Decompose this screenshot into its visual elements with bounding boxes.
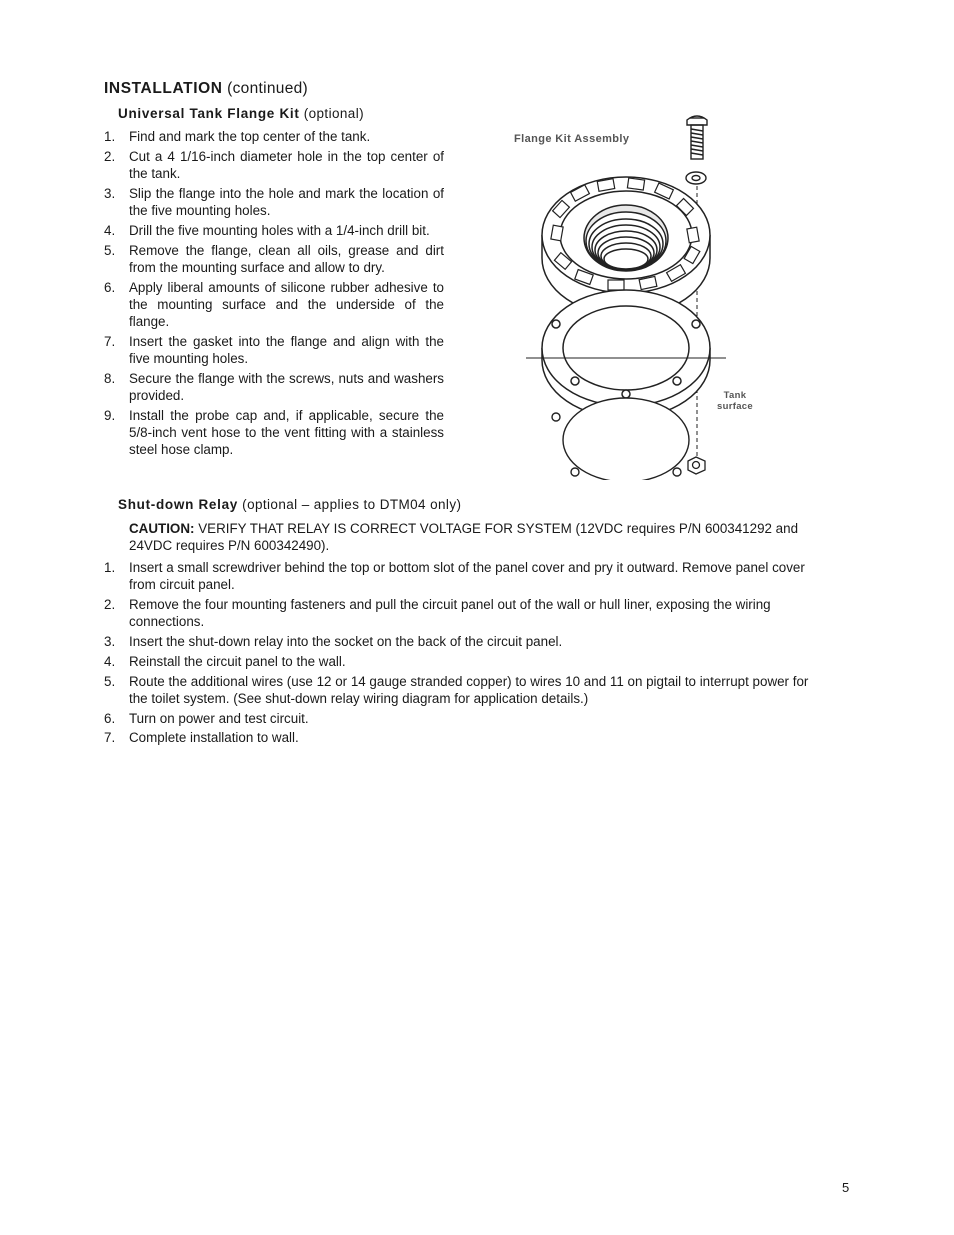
- step-number: 6.: [104, 279, 116, 295]
- step-text: Find and mark the top center of the tank.: [129, 129, 371, 144]
- step-number: 3.: [104, 634, 116, 649]
- section-title-suffix: (continued): [227, 80, 309, 97]
- washer-icon: [686, 172, 706, 184]
- caution-label: CAUTION:: [129, 521, 195, 536]
- flange-kit-heading: [118, 106, 364, 121]
- step-text: Complete installation to wall.: [129, 730, 299, 746]
- page-number: 5: [842, 1180, 850, 1195]
- step-text: Slip the flange into the hole and mark the location of the five mounting holes.: [129, 185, 444, 218]
- list-item: [104, 559, 816, 593]
- step-text: Remove the four mounting fasteners and pull the circuit panel out of the wall or hull liner, exposing the wiring connections.: [129, 597, 771, 630]
- caution-note: [129, 520, 829, 554]
- list-item: [104, 279, 444, 331]
- flange-kit-title-suffix: (optional): [303, 106, 364, 121]
- step-number: 7.: [104, 730, 116, 746]
- list-item: [104, 242, 444, 276]
- list-item: [104, 653, 816, 670]
- step-text: Insert the gasket into the flange and align with the five mounting holes.: [129, 333, 444, 366]
- section-title: INSTALLATION: [104, 80, 223, 97]
- step-text: Insert a small screwdriver behind the top or bottom slot of the panel cover and pry it outward. Remove panel cover from circuit panel.: [129, 560, 805, 593]
- step-text: Apply liberal amounts of silicone rubber adhesive to the mounting surface and the underside of the flange.: [129, 279, 444, 329]
- step-number: 8.: [104, 370, 116, 386]
- section-heading: [104, 80, 308, 98]
- tank-hole-icon: [552, 398, 689, 480]
- step-text: Turn on power and test circuit.: [129, 710, 309, 726]
- list-item: [104, 148, 444, 182]
- nut-icon: [688, 457, 705, 474]
- step-text: Route the additional wires (use 12 or 14 gauge stranded copper) to wires 10 and 11 on pigtail to interrupt power for the toilet system. (See shut-down relay wiring diagram for application details.): [129, 673, 809, 706]
- step-text: Remove the flange, clean all oils, grease and dirt from the mounting surface and allow to dry.: [129, 242, 444, 275]
- list-item: [104, 222, 444, 239]
- step-text: Secure the flange with the screws, nuts and washers provided.: [129, 370, 444, 403]
- step-number: 1.: [104, 560, 116, 575]
- step-text: Cut a 4 1/16-inch diameter hole in the top center of the tank.: [129, 148, 444, 181]
- relay-title-suffix: (optional – applies to DTM04 only): [242, 497, 462, 512]
- list-item: [104, 407, 444, 459]
- list-item: [104, 596, 816, 630]
- step-text: Drill the five mounting holes with a 1/4-inch drill bit.: [129, 222, 430, 238]
- step-number: 5.: [104, 673, 116, 689]
- figure-title: Flange Kit Assembly: [514, 133, 630, 145]
- flange-kit-diagram: [520, 110, 750, 480]
- step-number: 4.: [104, 222, 116, 238]
- step-number: 5.: [104, 242, 116, 258]
- caution-text: VERIFY THAT RELAY IS CORRECT VOLTAGE FOR SYSTEM (12VDC requires P/N 600341292 and 24VDC requires P/N 600342490).: [129, 521, 799, 554]
- relay-title: Shut-down Relay: [118, 497, 239, 512]
- list-item: [104, 185, 444, 219]
- step-number: 7.: [104, 333, 116, 349]
- list-item: [104, 370, 444, 404]
- step-number: 2.: [104, 597, 116, 612]
- flange-kit-steps: [104, 128, 444, 461]
- step-number: 1.: [104, 129, 116, 144]
- step-number: 9.: [104, 407, 116, 423]
- relay-steps: [104, 559, 816, 749]
- step-number: 6.: [104, 710, 116, 726]
- list-item: [104, 333, 444, 367]
- tank-surface-label: Tank surface: [717, 390, 753, 412]
- step-text: Insert the shut-down relay into the socket on the back of the circuit panel.: [129, 634, 563, 649]
- step-number: 2.: [104, 148, 116, 164]
- list-item: [104, 633, 816, 650]
- step-number: 4.: [104, 653, 116, 669]
- list-item: [104, 710, 816, 727]
- screw-icon: [687, 116, 707, 159]
- relay-heading: [118, 497, 461, 512]
- flange-kit-title: Universal Tank Flange Kit: [118, 106, 300, 121]
- list-item: [104, 729, 816, 746]
- step-number: 3.: [104, 185, 116, 201]
- list-item: [104, 128, 444, 145]
- step-text: Reinstall the circuit panel to the wall.: [129, 653, 346, 669]
- step-text: Install the probe cap and, if applicable, secure the 5/8-inch vent hose to the vent fitting with a stainless steel hose clamp.: [129, 407, 444, 458]
- list-item: [104, 673, 816, 707]
